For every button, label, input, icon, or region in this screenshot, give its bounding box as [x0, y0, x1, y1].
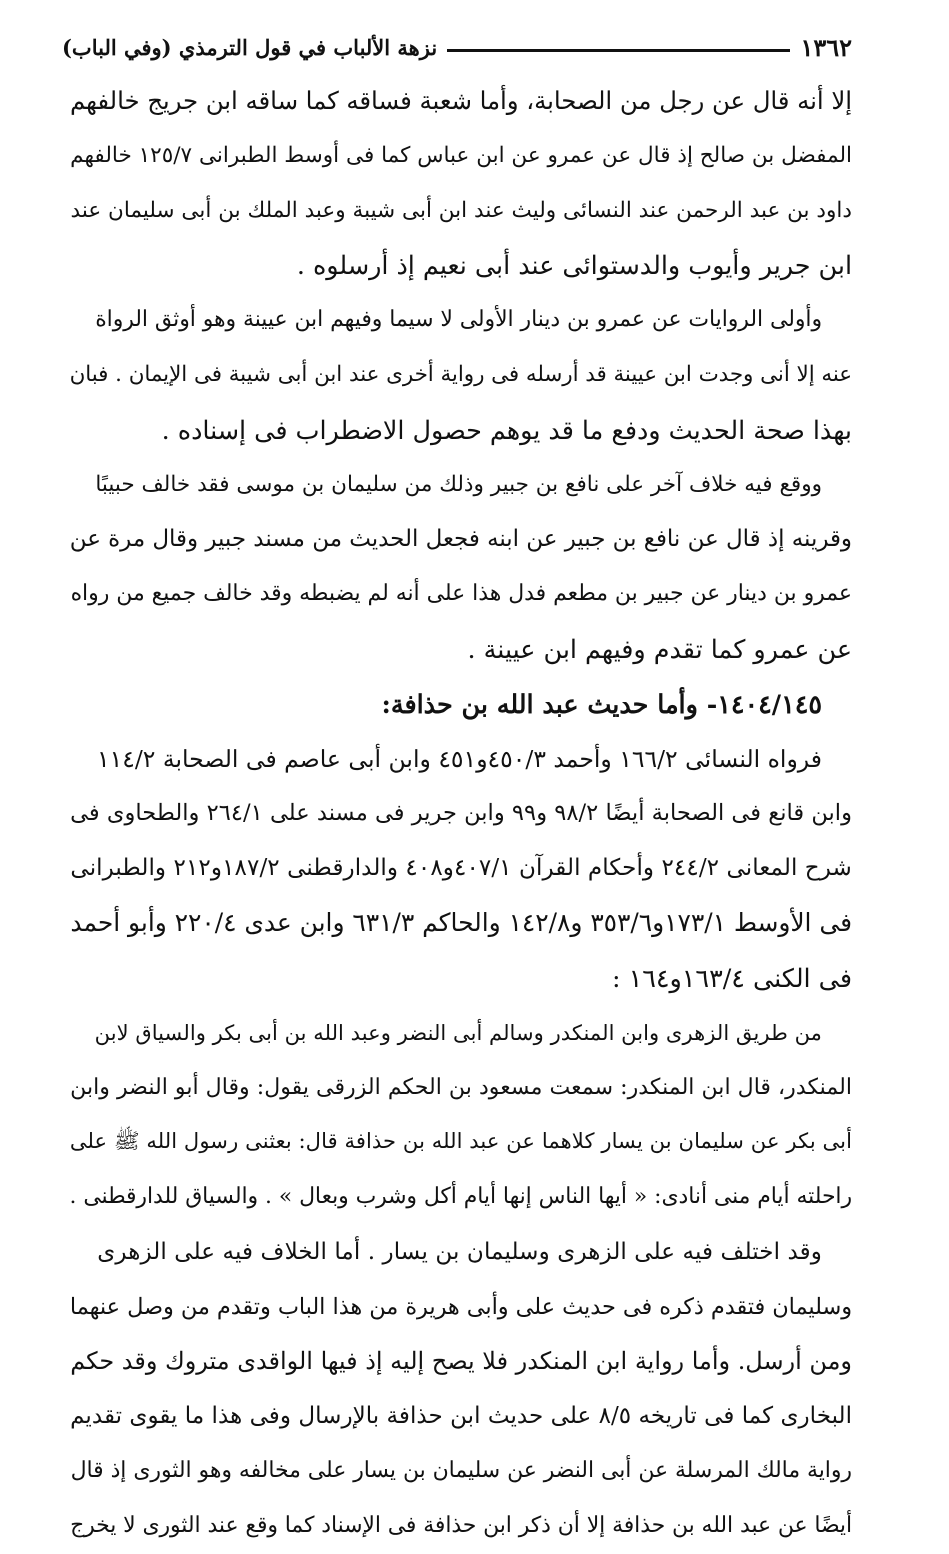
paragraph [62, 74, 852, 293]
text-line: من طريق الزهرى وابن المنكدر وسالم أبى النضر وعبد الله بن أبى بكر والسياق لابن [94, 1019, 822, 1045]
paragraph [62, 732, 852, 1006]
text-line: عمرو بن دينار عن جبير بن مطعم فدل هذا على أنه لم يضبطه وقد خالف جميع من رواه [70, 581, 852, 607]
text-line: شرح المعانى ٢٤٤/٢ وأحكام القرآن ٤٠٧/١و٤٠٨ والدارقطنى ١٨٧/٢و٢١٢ والطبرانى [70, 854, 852, 882]
text-line: أيضًا عن عبد الله بن حذافة إلا أن ذكر ابن حذافة فى الإسناد كما وقع عند الثورى لا يخرج [70, 1512, 852, 1538]
paragraph [62, 293, 852, 457]
text-line: رواية مالك المرسلة عن أبى النضر عن سليمان بن يسار على مخالفه وهو الثورى إذ قال [70, 1457, 852, 1483]
text-line: وقرينه إذ قال عن نافع بن جبير عن ابنه فجعل الحديث من مسند جبير وقال مرة عن [69, 526, 852, 553]
text-line: وسليمان فتقدم ذكره فى حديث على وأبى هريرة من هذا الباب وتقدم من وصل عنهما [69, 1293, 852, 1320]
text-line: راحلته أيام منى أنادى: « أيها الناس إنها أيام أكل وشرب وبعال » . والسياق للدارقطنى . [69, 1183, 852, 1209]
text-line: فى الأوسط ١٧٣/١و٣٥٣/٦ و١٤٢/٨ والحاكم ٦٣١/٣ وابن عدى ٢٢٠/٤ وأبو أحمد [70, 907, 852, 937]
text-line: وقد اختلف فيه على الزهرى وسليمان بن يسار . أما الخلاف فيه على الزهرى [97, 1237, 822, 1265]
text-line: المنكدر، قال ابن المنكدر: سمعت مسعود بن الحكم الزرقى يقول: وقال أبو النضر وابن [70, 1074, 852, 1101]
text-line: ووقع فيه خلاف آخر على نافع بن جبير وذلك من سليمان بن موسى فقد خالف حبيبًا [95, 471, 822, 497]
text-line: أبى بكر عن سليمان بن يسار كلاهما عن عبد الله بن حذافة قال: بعثنى رسول الله ﷺ على [69, 1129, 852, 1155]
text-line: ابن جرير وأيوب والدستوائى عند أبى نعيم إذ أرسلوه . [296, 250, 852, 281]
text-line: البخارى كما فى تاريخه ٨/٥ على حديث ابن حذافة بالإرسال وفى هذا ما يقوى تقديم [70, 1403, 852, 1430]
page-body [62, 74, 852, 1554]
page-header [62, 30, 852, 64]
text-line: عن عمرو كما تقدم وفيهم ابن عيينة . [467, 633, 852, 664]
text-line: فرواه النسائى ١٦٦/٢ وأحمد ٤٥٠/٣و٤٥١ وابن أبى عاصم فى الصحابة ١١٤/٢ [96, 744, 822, 773]
text-line: المفضل بن صالح إذ قال عن عمرو عن ابن عباس كما فى أوسط الطبرانى ١٢٥/٧ خالفهم [70, 142, 852, 168]
text-line: وابن قانع فى الصحابة أيضًا ٩٨/٢ و٩٩ وابن جرير فى مسند على ٢٦٤/١ والطحاوى فى [70, 800, 852, 827]
text-line: فى الكنى ١٦٣/٤و١٦٤ : [611, 962, 852, 993]
text-line: وأولى الروايات عن عمرو بن دينار الأولى لا سيما وفيهم ابن عيينة وهو أوثق الرواة [95, 307, 822, 333]
paragraph [62, 1006, 852, 1225]
page-number: ١٣٦٢ [800, 32, 852, 62]
text-line: بهذا صحة الحديث ودفع ما قد يوهم حصول الاضطراب فى إسناده . [161, 414, 852, 445]
running-title: نزهة الألباب في قول الترمذي (وفي الباب) [62, 34, 438, 60]
paragraph [62, 458, 852, 677]
section-heading [62, 677, 852, 732]
text-line: داود بن عبد الرحمن عند النسائى وليث عند ابن أبى شيبة وعبد الملك بن أبى سليمان عند [70, 197, 852, 223]
text-line: ومن أرسل. وأما رواية ابن المنكدر فلا يصح إليه إذ فيها الواقدى متروك وقد حكم [70, 1347, 852, 1376]
text-line: ١٤٠٤/١٤٥- وأما حديث عبد الله بن حذافة: [381, 688, 822, 719]
paragraph [62, 1225, 852, 1554]
page [62, 30, 852, 1554]
header-rule [447, 49, 790, 52]
text-line: عنه إلا أنى وجدت ابن عيينة قد أرسله فى رواية أخرى عند ابن أبى شيبة فى الإيمان . فبان [69, 361, 852, 387]
text-line: إلا أنه قال عن رجل من الصحابة، وأما شعبة فساقه كما ساقه ابن جريج خالفهم [70, 86, 852, 115]
